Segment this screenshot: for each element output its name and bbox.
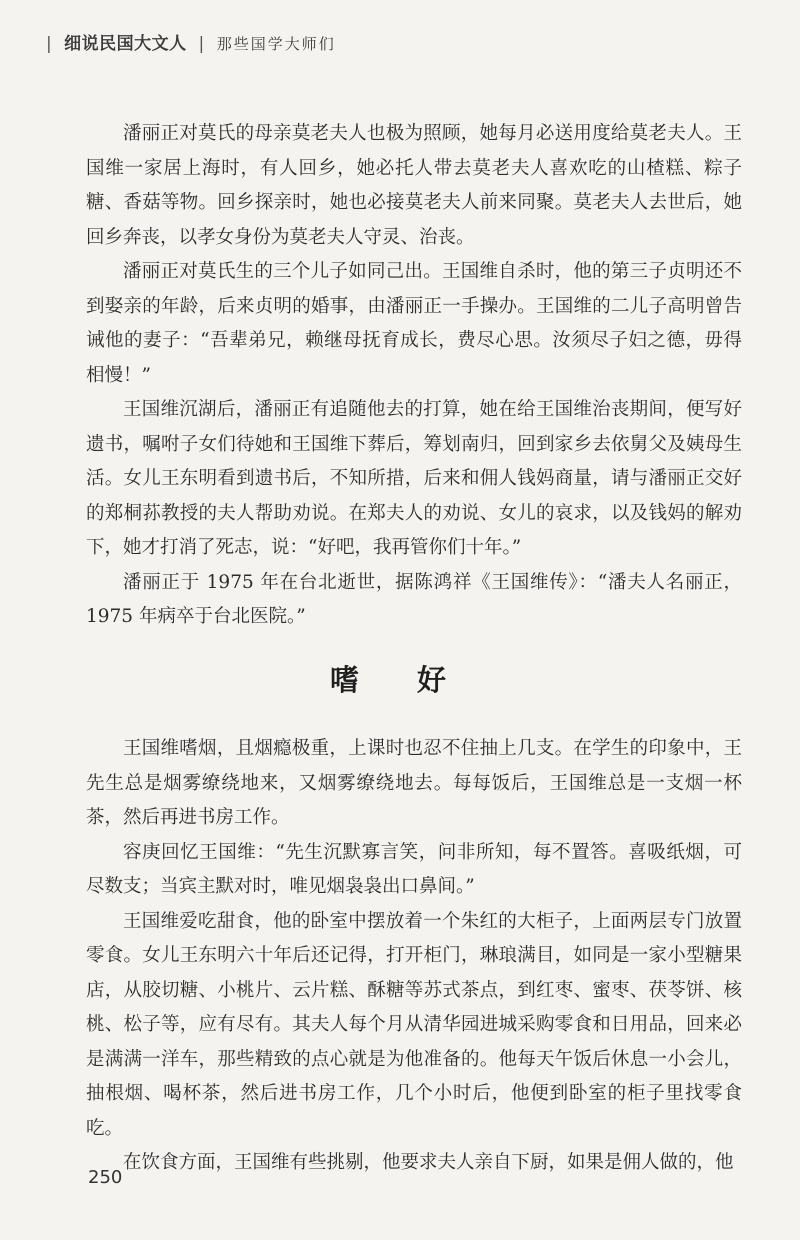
paragraph: 在饮食方面，王国维有些挑剔，他要求夫人亲自下厨，如果是佣人做的，他	[123, 1152, 734, 1173]
paragraph: 潘丽正对莫氏生的三个儿子如同己出。王国维自杀时，他的第三子贞明还不到娶亲的年龄，后来贞明的婚事，由潘丽正一手操办。王国维的二儿子高明曾告诫他的妻子：“吾辈弟兄，赖继母抚育成长，费尽心思。汝须尽子妇之德，毋得相慢！”	[86, 261, 742, 386]
chapter-heading: 嗜 好	[329, 663, 471, 697]
text-block-hobbies	[86, 732, 742, 1181]
paragraph: 王国维嗜烟，且烟瘾极重，上课时也忍不住抽上几支。在学生的印象中，王先生总是烟雾缭绕地来，又烟雾缭绕地去。每每饭后，王国维总是一支烟一杯茶，然后再进书房工作。	[86, 738, 742, 828]
section-title: 那些国学大师们	[216, 35, 336, 53]
text-block-pan-lizheng	[86, 117, 742, 635]
header-separator: |	[46, 34, 53, 54]
paragraph: 潘丽正对莫氏的母亲莫老夫人也极为照顾，她每月必送用度给莫老夫人。王国维一家居上海时，有人回乡，她必托人带去莫老夫人喜欢吃的山楂糕、粽子糖、香菇等物。回乡探亲时，她也必接莫老夫人前来同聚。莫老夫人去世后，她回乡奔丧，以孝女身份为莫老夫人守灵、治丧。	[86, 123, 742, 248]
paragraph: 容庚回忆王国维：“先生沉默寡言笑，问非所知，每不置答。喜吸纸烟，可尽数支；当宾主默对时，唯见烟袅袅出口鼻间。”	[86, 841, 742, 897]
page-number: 250	[88, 1167, 123, 1188]
header-separator: |	[198, 34, 205, 54]
running-header	[46, 29, 336, 54]
paragraph: 王国维爱吃甜食，他的卧室中摆放着一个朱红的大柜子，上面两层专门放置零食。女儿王东明六十年后还记得，打开柜门，琳琅满目，如同是一家小型糖果店，从胶切糖、小桃片、云片糕、酥糖等苏式茶点，到红枣、蜜枣、茯苓饼、核桃、松子等，应有尽有。其夫人每个月从清华园进城采购零食和日用品，回来必是满满一洋车，那些精致的点心就是为他准备的。他每天午饭后休息一小会儿，抽根烟、喝杯茶，然后进书房工作，几个小时后，他便到卧室的柜子里找零食吃。	[86, 910, 742, 1139]
paragraph: 潘丽正于 1975 年在台北逝世，据陈鸿祥《王国维传》：“潘夫人名丽正，1975 年病卒于台北医院。”	[86, 571, 742, 627]
paragraph: 王国维沉湖后，潘丽正有追随他去的打算，她在给王国维治丧期间，便写好遗书，嘱咐子女们待她和王国维下葬后，筹划南归，回到家乡去依舅父及姨母生活。女儿王东明看到遗书后，不知所措，后来和佣人钱妈商量，请与潘丽正交好的郑桐荪教授的夫人帮助劝说。在郑夫人的劝说、女儿的哀求，以及钱妈的解劝下，她才打消了死志，说：“好吧，我再管你们十年。”	[86, 399, 742, 558]
book-title: 细说民国大文人	[64, 34, 187, 54]
